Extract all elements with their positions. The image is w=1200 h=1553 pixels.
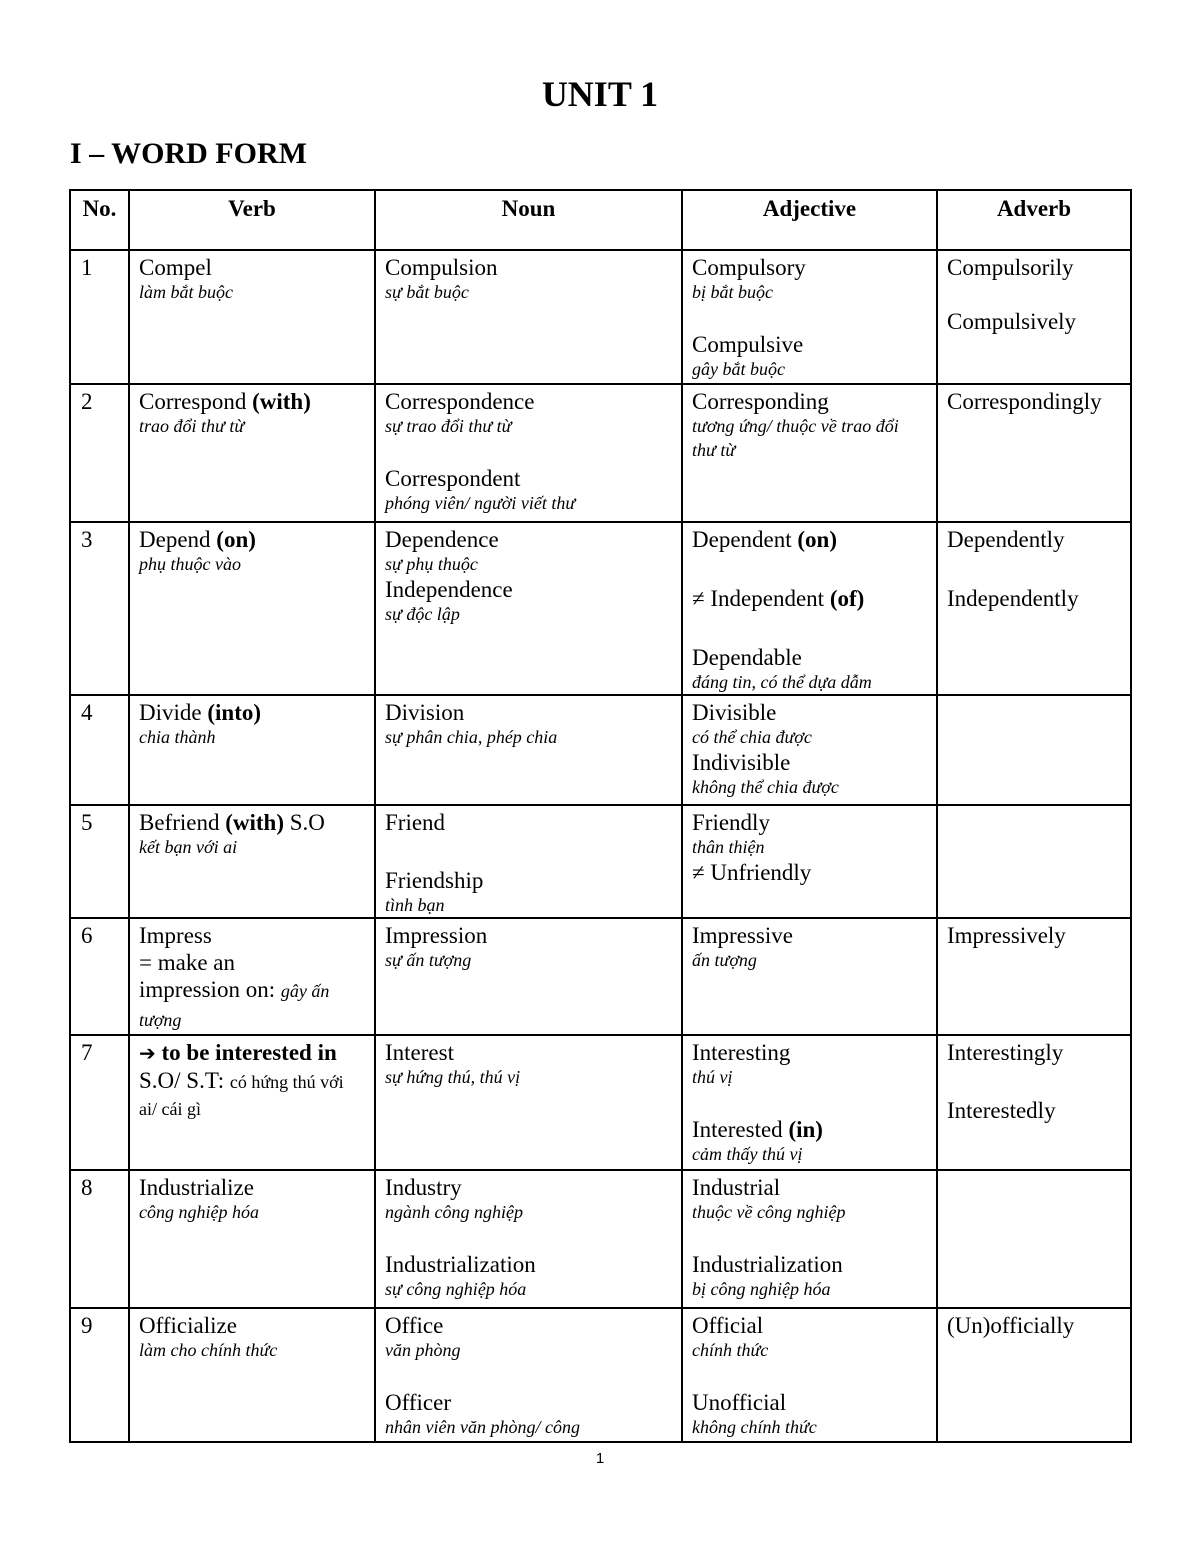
table-header-row <box>70 190 1131 250</box>
verb-cell <box>129 805 375 918</box>
adverb-cell <box>937 805 1131 918</box>
verb-meaning: làm cho chính thức <box>139 1340 278 1360</box>
adverb-word: Compulsorily <box>947 255 1074 280</box>
adjective-word: Divisible <box>692 700 777 725</box>
verb-word: Depend <box>139 527 211 552</box>
verb-cell <box>129 250 375 384</box>
noun-word: Industrialization <box>385 1252 536 1277</box>
adverb-word: Impressively <box>947 923 1066 948</box>
adjective-cell <box>682 384 937 522</box>
adjective-word: Independent <box>710 586 825 611</box>
verb-cell <box>129 1308 375 1442</box>
adjective-word: Compulsive <box>692 332 804 357</box>
noun-word: Friendship <box>385 868 484 893</box>
noun-meaning: sự bắt buộc <box>385 282 469 302</box>
verb-meaning: trao đổi thư từ <box>139 416 245 436</box>
adjective-word: Unofficial <box>692 1390 787 1415</box>
noun-word: Impression <box>385 923 488 948</box>
verb-preposition: in <box>317 1040 337 1065</box>
adjective-word: Compulsory <box>692 255 806 280</box>
adjective-meaning: thân thiện <box>692 837 765 857</box>
section-title: I – WORD FORM <box>70 137 307 170</box>
verb-object: S.O/ S.T: <box>139 1068 225 1093</box>
adjective-word: Industrial <box>692 1175 781 1200</box>
adverb-word: Independently <box>947 586 1079 611</box>
verb-word: Divide <box>139 700 202 725</box>
noun-cell <box>375 695 682 805</box>
adjective-cell <box>682 695 937 805</box>
noun-word: Correspondence <box>385 389 535 414</box>
adverb-cell <box>937 250 1131 384</box>
verb-cell <box>129 918 375 1035</box>
table-row <box>70 695 1131 805</box>
verb-meaning: có hứng thú với ai/ cái gì <box>139 1072 344 1119</box>
adjective-word: Official <box>692 1313 764 1338</box>
adjective-meaning: cảm thấy thú vị <box>692 1144 803 1164</box>
adjective-word: Friendly <box>692 810 770 835</box>
adjective-meaning: thuộc về công nghiệp <box>692 1202 846 1222</box>
verb-word: Befriend <box>139 810 220 835</box>
noun-cell <box>375 250 682 384</box>
adverb-word: Correspondingly <box>947 389 1102 414</box>
verb-word: Industrialize <box>139 1175 254 1200</box>
not-equal-symbol: ≠ <box>692 586 705 611</box>
arrow-right-icon: ➔ <box>139 1041 156 1065</box>
header-adjective: Adjective <box>682 190 937 250</box>
adjective-cell <box>682 1308 937 1442</box>
row-number: 3 <box>70 522 129 695</box>
adjective-word: Corresponding <box>692 389 829 414</box>
adjective-meaning: gây bắt buộc <box>692 359 785 379</box>
header-no: No. <box>70 190 129 250</box>
noun-word: Correspondent <box>385 466 521 491</box>
noun-cell <box>375 1035 682 1170</box>
table-row <box>70 522 1131 695</box>
noun-meaning: ngành công nghiệp <box>385 1202 523 1222</box>
adjective-word: Indivisible <box>692 750 791 775</box>
adverb-word: Compulsively <box>947 309 1077 334</box>
adverb-cell <box>937 918 1131 1035</box>
verb-preposition: (with) <box>252 389 311 414</box>
row-number: 4 <box>70 695 129 805</box>
noun-cell <box>375 1170 682 1308</box>
noun-meaning: sự độc lập <box>385 604 460 624</box>
table-row <box>70 1170 1131 1308</box>
adjective-meaning: tương ứng/ thuộc về trao đổi thư từ <box>692 416 899 460</box>
table-row <box>70 384 1131 522</box>
table-row <box>70 805 1131 918</box>
adjective-meaning: không chính thức <box>692 1417 817 1437</box>
adjective-word: Dependent <box>692 527 792 552</box>
adjective-meaning: có thể chia được <box>692 727 812 747</box>
adjective-meaning: chính thức <box>692 1340 769 1360</box>
verb-meaning: kết bạn với ai <box>139 837 238 857</box>
adjective-cell <box>682 918 937 1035</box>
verb-cell <box>129 695 375 805</box>
verb-cell <box>129 1170 375 1308</box>
adjective-word: Industrialization <box>692 1252 843 1277</box>
noun-meaning: phóng viên/ người viết thư <box>385 493 576 513</box>
header-verb: Verb <box>129 190 375 250</box>
verb-cell <box>129 384 375 522</box>
page-number: 1 <box>595 1450 605 1467</box>
adverb-cell <box>937 1308 1131 1442</box>
noun-word: Division <box>385 700 465 725</box>
row-number: 2 <box>70 384 129 522</box>
noun-cell <box>375 384 682 522</box>
noun-word: Officer <box>385 1390 451 1415</box>
noun-meaning: nhân viên văn phòng/ công <box>385 1417 580 1437</box>
row-number: 9 <box>70 1308 129 1442</box>
not-equal-symbol: ≠ <box>692 860 705 885</box>
row-number: 8 <box>70 1170 129 1308</box>
row-number: 1 <box>70 250 129 384</box>
noun-word: Industry <box>385 1175 462 1200</box>
adverb-word: Dependently <box>947 527 1065 552</box>
table-row <box>70 1308 1131 1442</box>
header-noun: Noun <box>375 190 682 250</box>
verb-meaning: gây ấn tượng <box>139 981 330 1030</box>
noun-meaning: sự trao đổi thư từ <box>385 416 512 436</box>
verb-word: Impress <box>139 923 212 948</box>
noun-meaning: sự hứng thú, thú vị <box>385 1067 521 1087</box>
adjective-word: Dependable <box>692 645 802 670</box>
adjective-meaning: đáng tin, có thể dựa dẫm <box>692 672 872 692</box>
adjective-word: Interesting <box>692 1040 791 1065</box>
noun-meaning: sự công nghiệp hóa <box>385 1279 527 1299</box>
verb-preposition: (on) <box>216 527 256 552</box>
verb-meaning: chia thành <box>139 727 216 747</box>
header-adverb: Adverb <box>937 190 1131 250</box>
verb-synonym: impression on: <box>139 977 276 1002</box>
verb-meaning: phụ thuộc vào <box>139 554 241 574</box>
verb-preposition: (with) <box>225 810 284 835</box>
noun-word: Compulsion <box>385 255 498 280</box>
adjective-meaning: không thể chia được <box>692 777 839 797</box>
page-title: UNIT 1 <box>541 74 659 114</box>
adverb-cell <box>937 1035 1131 1170</box>
table-row <box>70 250 1131 384</box>
adjective-word: Interested <box>692 1117 783 1142</box>
noun-word: Independence <box>385 577 513 602</box>
adverb-cell <box>937 1170 1131 1308</box>
noun-meaning: văn phòng <box>385 1340 461 1360</box>
noun-word: Office <box>385 1313 444 1338</box>
adjective-meaning: bị công nghiệp hóa <box>692 1279 831 1299</box>
verb-meaning: làm bắt buộc <box>139 282 233 302</box>
verb-synonym: = make an <box>139 950 235 975</box>
adjective-preposition: (of) <box>829 586 865 611</box>
adverb-cell <box>937 695 1131 805</box>
adjective-preposition: (in) <box>788 1117 823 1142</box>
adjective-word: Unfriendly <box>710 860 812 885</box>
verb-meaning: công nghiệp hóa <box>139 1202 259 1222</box>
adjective-cell <box>682 1035 937 1170</box>
adjective-cell <box>682 250 937 384</box>
adverb-cell <box>937 522 1131 695</box>
noun-meaning: sự ấn tượng <box>385 950 472 970</box>
adverb-cell <box>937 384 1131 522</box>
adjective-meaning: thú vị <box>692 1067 733 1087</box>
verb-object: S.O <box>289 810 325 835</box>
noun-word: Interest <box>385 1040 454 1065</box>
adverb-word: (Un)officially <box>947 1313 1075 1338</box>
adjective-preposition: (on) <box>797 527 838 552</box>
verb-word: Compel <box>139 255 212 280</box>
row-number: 6 <box>70 918 129 1035</box>
adverb-word: Interestingly <box>947 1040 1064 1065</box>
verb-word: Correspond <box>139 389 247 414</box>
noun-word: Dependence <box>385 527 499 552</box>
noun-meaning: sự phân chia, phép chia <box>385 727 558 747</box>
noun-meaning: sự phụ thuộc <box>385 554 478 574</box>
adjective-word: Impressive <box>692 923 793 948</box>
noun-cell <box>375 918 682 1035</box>
adjective-meaning: ấn tượng <box>692 950 757 970</box>
noun-cell <box>375 805 682 918</box>
word-form-table <box>69 189 1132 1443</box>
verb-cell <box>129 522 375 695</box>
row-number: 7 <box>70 1035 129 1170</box>
adjective-cell <box>682 1170 937 1308</box>
verb-cell <box>129 1035 375 1170</box>
verb-word: Officialize <box>139 1313 237 1338</box>
table-row <box>70 918 1131 1035</box>
noun-word: Friend <box>385 810 446 835</box>
noun-cell <box>375 522 682 695</box>
adjective-cell <box>682 522 937 695</box>
row-number: 5 <box>70 805 129 918</box>
verb-phrase: to be interested <box>161 1040 312 1065</box>
adjective-cell <box>682 805 937 918</box>
adjective-meaning: bị bắt buộc <box>692 282 773 302</box>
noun-cell <box>375 1308 682 1442</box>
table-row <box>70 1035 1131 1170</box>
adverb-word: Interestedly <box>947 1098 1056 1123</box>
noun-meaning: tình bạn <box>385 895 445 915</box>
verb-preposition: (into) <box>207 700 262 725</box>
